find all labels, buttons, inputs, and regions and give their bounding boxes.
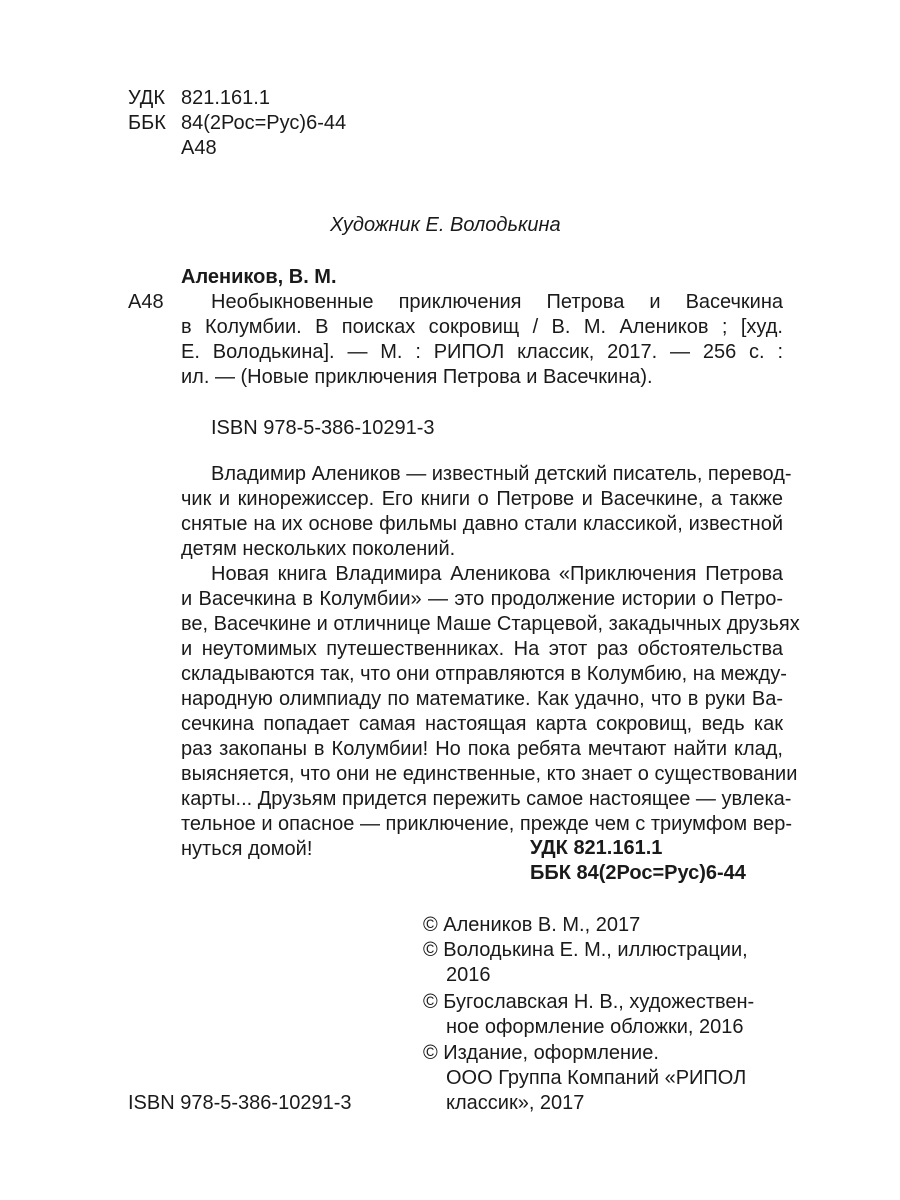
- annotation-line: Новая книга Владимира Аленикова «Приключения Петрова: [211, 563, 783, 585]
- footer-isbn: ISBN 978-5-386-10291-3: [128, 1092, 352, 1114]
- bbk-label: ББК: [128, 112, 166, 134]
- copyright-line: © Бугославская Н. В., художествен-: [423, 991, 755, 1013]
- annotation-line: сечкина попадает самая настоящая карта сокровищ, ведь как: [181, 713, 783, 735]
- copyright-line: ное оформление обложки, 2016: [446, 1016, 744, 1038]
- annotation-line: Владимир Алеников — известный детский писатель, перевод-: [211, 463, 792, 485]
- catalog-description-line: ил. — (Новые приключения Петрова и Васечкина).: [181, 366, 653, 388]
- annotation-line: складываются так, что они отправляются в Колумбию, на между-: [181, 663, 787, 685]
- author-mark: А48: [181, 137, 217, 159]
- classification-bbk: ББК 84(2Рос=Рус)6-44: [530, 862, 746, 884]
- annotation-line: карты... Друзьям придется пережить самое настоящее — увлека-: [181, 788, 792, 810]
- catalog-isbn: ISBN 978-5-386-10291-3: [211, 417, 435, 439]
- copyright-line: © Володькина Е. М., иллюстрации,: [423, 939, 748, 961]
- copyright-line: 2016: [446, 964, 491, 986]
- classification-udk: УДК 821.161.1: [530, 837, 663, 859]
- copyright-line: © Издание, оформление.: [423, 1042, 659, 1064]
- annotation-line: ве, Васечкине и отличнице Маше Старцевой, закадычных друзьях: [181, 613, 800, 635]
- annotation-line: раз закопаны в Колумбии! Но пока ребята мечтают найти клад,: [181, 738, 783, 760]
- annotation-line: выясняется, что они не единственные, кто знает о существовании: [181, 763, 798, 785]
- catalog-description-line: Необыкновенные приключения Петрова и Васечкина: [211, 291, 783, 313]
- annotation-line: нуться домой!: [181, 838, 313, 860]
- udk-label: УДК: [128, 87, 166, 109]
- annotation-line: тельное и опасное — приключение, прежде чем с триумфом вер-: [181, 813, 793, 835]
- bbk-value: 84(2Рос=Рус)6-44: [181, 112, 347, 134]
- udk-value: 821.161.1: [181, 87, 270, 109]
- annotation-line: и Васечкина в Колумбии» — это продолжение истории о Петро-: [181, 588, 783, 610]
- annotation-line: народную олимпиаду по математике. Как удачно, что в руки Ва-: [181, 688, 783, 710]
- annotation-line: снятые на их основе фильмы давно стали классикой, известной: [181, 513, 783, 535]
- copyright-line: © Алеников В. М., 2017: [423, 914, 641, 936]
- catalog-mark: А48: [128, 291, 164, 313]
- catalog-author: Алеников, В. М.: [181, 266, 337, 288]
- annotation-line: детям нескольких поколений.: [181, 538, 456, 560]
- annotation-line: чик и кинорежиссер. Его книги о Петрове и Васечкине, а также: [181, 488, 783, 510]
- copyright-line: ООО Группа Компаний «РИПОЛ: [446, 1067, 747, 1089]
- catalog-description-line: в Колумбии. В поисках сокровищ / В. М. Алеников ; [худ.: [181, 316, 783, 338]
- copyright-line: классик», 2017: [446, 1092, 585, 1114]
- catalog-description-line: Е. Володькина]. — М. : РИПОЛ классик, 2017. — 256 с. :: [181, 341, 783, 363]
- illustrator-credit: Художник Е. Володькина: [330, 214, 561, 236]
- annotation-line: и неутомимых путешественниках. На этот раз обстоятельства: [181, 638, 783, 660]
